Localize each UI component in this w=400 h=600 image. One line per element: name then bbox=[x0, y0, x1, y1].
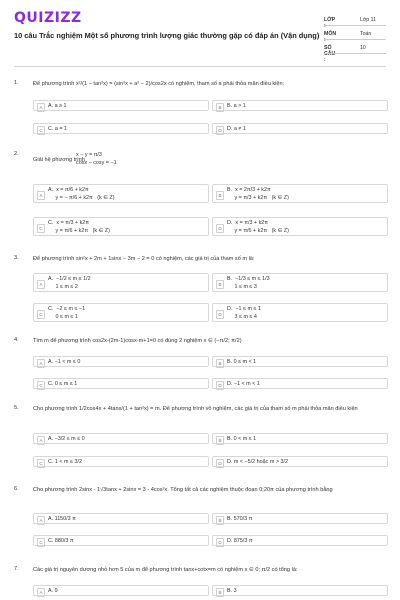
option-text: B. −1/3 ≤ m ≤ 1/3 1 ≤ m ≤ 3 bbox=[227, 276, 270, 290]
option-letter: A bbox=[37, 191, 45, 200]
question-text: Các giá trị nguyên dương nhỏ hơn 5 của m để phương trình tanx+cotx=m có nghiệm x ∈ 0; π/2 có tổng là: bbox=[33, 567, 298, 573]
option-c[interactable] bbox=[33, 535, 209, 546]
option-text: C. a = 1 bbox=[48, 126, 68, 132]
meta-count-value: 10 bbox=[360, 45, 366, 51]
option-letter: A bbox=[37, 516, 45, 525]
option-b[interactable] bbox=[212, 356, 388, 367]
option-letter: A bbox=[37, 103, 45, 112]
option-text: B. x = 2π/3 + k2π y = π/3 + k2π (k ∈ Z) bbox=[227, 187, 289, 201]
option-text: B. 3 bbox=[227, 588, 237, 594]
question-number: 5. bbox=[14, 405, 19, 411]
option-letter: D bbox=[216, 381, 224, 390]
option-a[interactable] bbox=[33, 273, 209, 292]
option-letter: D bbox=[216, 126, 224, 135]
option-letter: A bbox=[37, 280, 45, 289]
question-number: 3. bbox=[14, 255, 19, 261]
option-a[interactable] bbox=[33, 585, 209, 596]
option-b[interactable] bbox=[212, 273, 388, 292]
question-number: 4. bbox=[14, 337, 19, 343]
option-text: C. 880/3 π bbox=[48, 538, 74, 544]
option-text: A. −1/2 ≤ m ≤ 1/2 1 ≤ m ≤ 2 bbox=[48, 276, 91, 290]
option-c[interactable] bbox=[33, 456, 209, 467]
option-letter: B bbox=[216, 103, 224, 112]
question-number: 7. bbox=[14, 566, 19, 572]
option-letter: A bbox=[37, 359, 45, 368]
option-text: D. a ≠ 1 bbox=[227, 126, 246, 132]
option-text: B. 0 < m ≤ 1 bbox=[227, 436, 257, 442]
option-text: B. 0 ≤ m < 1 bbox=[227, 359, 257, 365]
option-letter: B bbox=[216, 588, 224, 597]
meta-subject-label: MÔN : bbox=[324, 31, 337, 43]
option-d[interactable] bbox=[212, 217, 388, 236]
meta-subject-value: Toán bbox=[360, 31, 372, 37]
option-d[interactable] bbox=[212, 378, 388, 389]
option-text: A. 9 bbox=[48, 588, 58, 594]
option-letter: A bbox=[37, 436, 45, 445]
option-d[interactable] bbox=[212, 123, 388, 134]
option-b[interactable] bbox=[212, 433, 388, 444]
header-divider bbox=[14, 66, 386, 67]
option-a[interactable] bbox=[33, 100, 209, 111]
option-c[interactable] bbox=[33, 217, 209, 236]
option-b[interactable] bbox=[212, 513, 388, 524]
option-text: C. 0 ≤ m ≤ 1 bbox=[48, 381, 78, 387]
option-text: D. x = π/3 + k2π y = π/6 + k2π (k ∈ Z) bbox=[227, 220, 289, 234]
option-text: A. a ≥ 1 bbox=[48, 103, 67, 109]
option-text: B. 570/3 π bbox=[227, 516, 253, 522]
option-c[interactable] bbox=[33, 123, 209, 134]
option-letter: A bbox=[37, 588, 45, 597]
option-letter: C bbox=[37, 224, 45, 233]
meta-class-label: LỚP : bbox=[324, 17, 335, 29]
question-number: 2. bbox=[14, 151, 19, 157]
option-letter: B bbox=[216, 436, 224, 445]
option-a[interactable] bbox=[33, 433, 209, 444]
option-d[interactable] bbox=[212, 456, 388, 467]
option-b[interactable] bbox=[212, 184, 388, 203]
option-a[interactable] bbox=[33, 356, 209, 367]
option-c[interactable] bbox=[33, 378, 209, 389]
option-text: A. 1150/3 π bbox=[48, 516, 76, 522]
option-text: B. a > 1 bbox=[227, 103, 246, 109]
option-text: A. x = π/6 + k2π y = − π/6 + k2π (k ∈ Z) bbox=[48, 187, 115, 201]
question-text: Để phương trình x²/(1 − tan²x) = (sin²x + a² − 2)/cos2x có nghiệm, tham số a phải thỏa mãn điều kiện: bbox=[33, 81, 285, 87]
question-number: 1. bbox=[14, 80, 19, 86]
option-text: C. −2 ≤ m ≤ −1 0 ≤ m ≤ 1 bbox=[48, 306, 86, 320]
question-text: Giải hệ phương trình bbox=[33, 157, 85, 163]
option-letter: C bbox=[37, 459, 45, 468]
option-text: C. 1 < m ≤ 3/2 bbox=[48, 459, 82, 465]
option-text: D. −1 ≤ m ≤ 1 3 ≤ m ≤ 4 bbox=[227, 306, 261, 320]
option-b[interactable] bbox=[212, 585, 388, 596]
option-a[interactable] bbox=[33, 184, 209, 203]
option-b[interactable] bbox=[212, 100, 388, 111]
option-d[interactable] bbox=[212, 303, 388, 322]
option-text: D. m < −5/2 hoặc m > 3/2 bbox=[227, 459, 288, 465]
option-letter: B bbox=[216, 359, 224, 368]
option-letter: D bbox=[216, 310, 224, 319]
page-title: 10 câu Trắc nghiệm Một số phương trình lượng giác thường gặp có đáp án (Vận dụng) bbox=[14, 31, 320, 40]
question-text: Để phương trình sin²x + 2m + 1sinx − 3m − 2 = 0 có nghiệm, các giá trị của tham số m là: bbox=[33, 256, 255, 262]
option-letter: C bbox=[37, 381, 45, 390]
option-letter: C bbox=[37, 310, 45, 319]
equation-system: x − y = π/3 cosx − cosy = −1 bbox=[76, 152, 117, 166]
question-text: Cho phương trình 1/2cos4x + 4tanx/(1 + tan²x) = m. Để phương trình vô nghiệm, các giá trị của tham số m phải thỏa mãn điều kiện bbox=[33, 406, 358, 412]
quizizz-logo: QUIZIZZ bbox=[14, 10, 82, 26]
page-header bbox=[0, 0, 400, 62]
option-letter: B bbox=[216, 191, 224, 200]
option-letter: B bbox=[216, 516, 224, 525]
meta-count-label: SỐ CÂU : bbox=[324, 45, 336, 63]
option-c[interactable] bbox=[33, 303, 209, 322]
question-text: Cho phương trình 2sinx - 1√3tanx + 2sinx = 3 - 4cos²x. Tổng tất cả các nghiệm thuộc đoạn 0;20π của phương trình bằng bbox=[33, 487, 333, 493]
option-text: A. −1 < m ≤ 0 bbox=[48, 359, 81, 365]
question-text: Tìm m để phương trình cos2x-(2m-1)cosx-m+1=0 có đúng 2 nghiệm x ∈ (−π/2; π/2) bbox=[33, 338, 242, 344]
meta-class-value: Lớp 11 bbox=[360, 17, 376, 23]
question-number: 6. bbox=[14, 486, 19, 492]
option-letter: D bbox=[216, 224, 224, 233]
option-text: C. x = π/3 + k2π y = π/6 + k2π (k ∈ Z) bbox=[48, 220, 110, 234]
option-d[interactable] bbox=[212, 535, 388, 546]
option-letter: D bbox=[216, 459, 224, 468]
option-a[interactable] bbox=[33, 513, 209, 524]
option-text: A. −3/2 ≤ m ≤ 0 bbox=[48, 436, 85, 442]
option-text: D. 875/3 π bbox=[227, 538, 253, 544]
option-letter: C bbox=[37, 126, 45, 135]
option-letter: D bbox=[216, 538, 224, 547]
option-text: D. −1 < m < 1 bbox=[227, 381, 260, 387]
option-letter: B bbox=[216, 280, 224, 289]
option-letter: C bbox=[37, 538, 45, 547]
